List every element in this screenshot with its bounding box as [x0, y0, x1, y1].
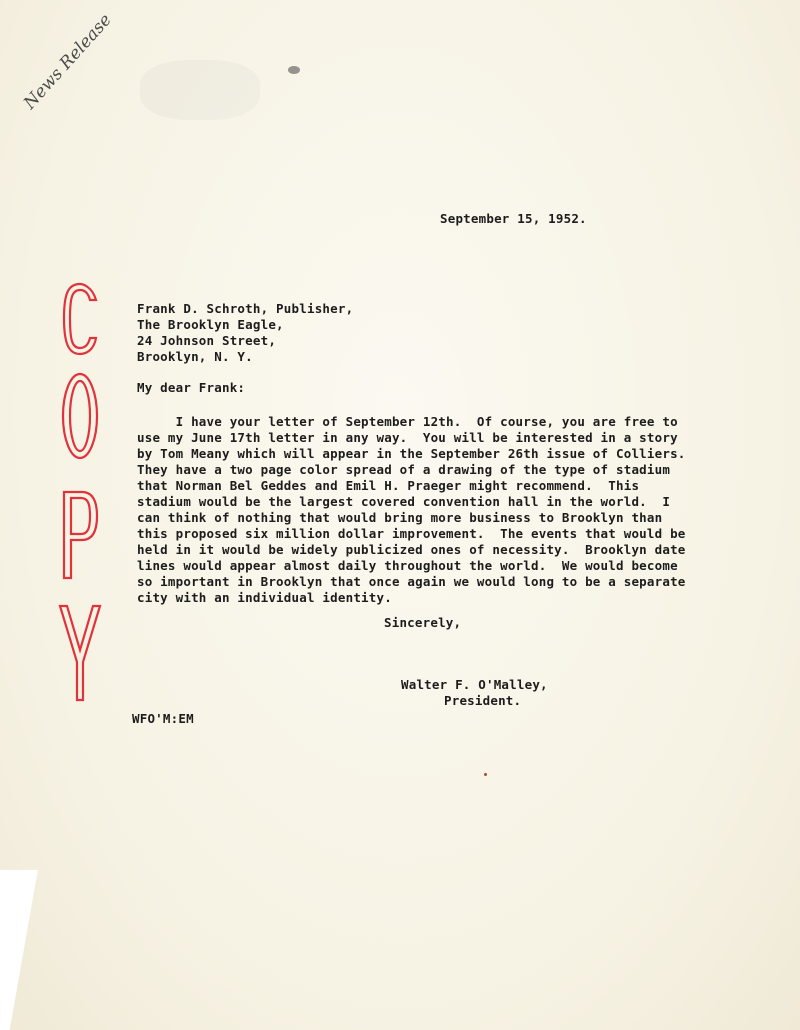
body-line: They have a two page color spread of a drawing of the type of stadium	[137, 462, 671, 477]
salutation: My dear Frank:	[137, 380, 246, 395]
faint-smudge	[140, 60, 260, 120]
recipient-company-line: The Brooklyn Eagle,	[137, 317, 284, 332]
body-line: stadium would be the largest covered convention hall in the world. I	[137, 494, 671, 509]
body-line: lines would appear almost daily throughout the world. We would become	[137, 558, 678, 573]
body-line: held in it would be widely publicized ones of necessity. Brooklyn date	[137, 542, 686, 557]
letter-date: September 15, 1952.	[440, 211, 587, 226]
ink-smudge	[288, 66, 300, 74]
stamp-letter-o-inner	[70, 381, 90, 451]
recipient-name-line: Frank D. Schroth, Publisher,	[137, 301, 354, 316]
body-line: I have your letter of September 12th. Of course, you are free to	[137, 414, 678, 429]
body-line: so important in Brooklyn that once again we would long to be a separate	[137, 574, 686, 589]
body-line: city with an individual identity.	[137, 590, 392, 605]
closing: Sincerely,	[384, 615, 462, 630]
signature-name: Walter F. O'Malley,	[401, 677, 548, 692]
torn-corner	[0, 870, 40, 1030]
signature-title: President.	[444, 693, 522, 708]
body-line: by Tom Meany which will appear in the September 26th issue of Colliers.	[137, 446, 686, 461]
body-line: that Norman Bel Geddes and Emil H. Praeger might recommend. This	[137, 478, 640, 493]
body-line: use my June 17th letter in any way. You will be interested in a story	[137, 430, 678, 445]
stamp-letter-y	[60, 606, 100, 700]
copy-stamp	[56, 278, 104, 708]
body-line: can think of nothing that would bring more business to Brooklyn than	[137, 510, 663, 525]
recipient-city-line: Brooklyn, N. Y.	[137, 349, 253, 364]
stamp-letter-c	[64, 284, 96, 354]
body-line: this proposed six million dollar improvement. The events that would be	[137, 526, 686, 541]
reference-initials: WFO'M:EM	[132, 711, 194, 726]
copy-stamp-letters	[56, 278, 104, 708]
handwritten-note: News Release	[20, 10, 116, 114]
recipient-street-line: 24 Johnson Street,	[137, 333, 277, 348]
ink-speck	[484, 773, 487, 776]
stamp-letter-o-outer	[63, 374, 97, 458]
stamp-letter-p	[64, 492, 97, 578]
